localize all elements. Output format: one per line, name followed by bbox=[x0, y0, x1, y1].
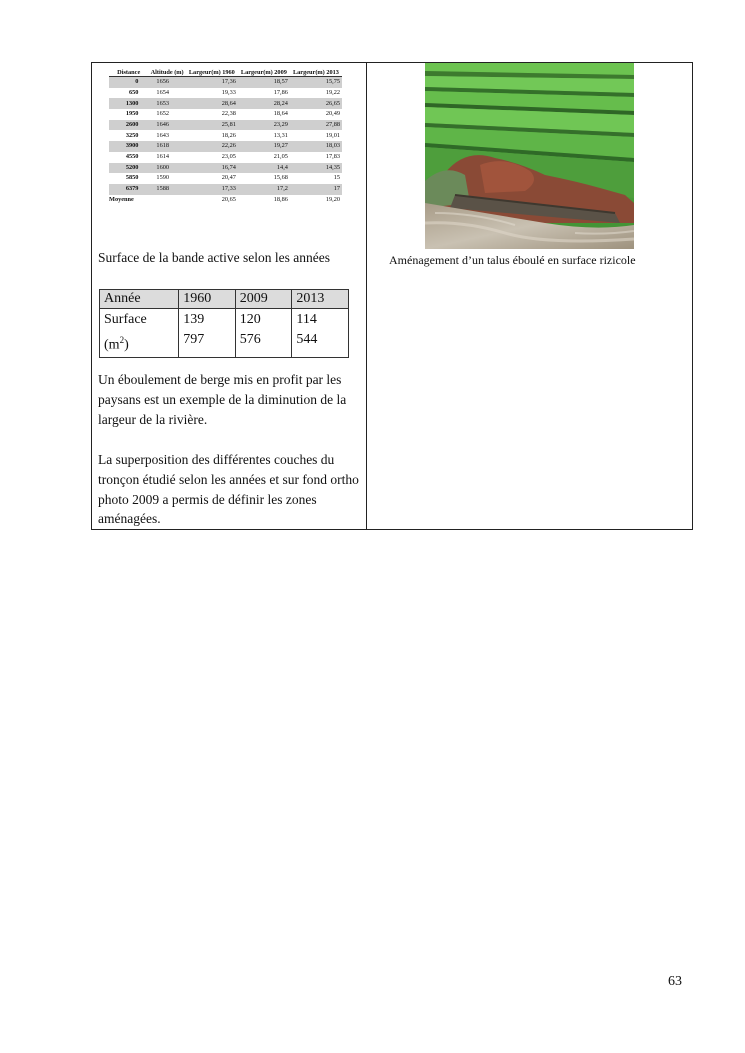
width-table-header bbox=[109, 69, 342, 77]
cell bbox=[148, 195, 185, 206]
cell: 26,65 bbox=[290, 98, 342, 109]
value-part: 544 bbox=[296, 332, 318, 347]
cell: 15 bbox=[333, 174, 340, 182]
cell: 16,74 bbox=[186, 163, 238, 174]
header-1960: 1960 bbox=[179, 290, 236, 309]
cell: 15,75 bbox=[290, 77, 342, 88]
cell: 3250 bbox=[125, 131, 139, 139]
paragraph-collapse-example: Un éboulement de berge mis en profit par les paysans est un exemple de la diminution de la largeur de la rivière. bbox=[98, 372, 347, 427]
header-width-2013: Largeur(m) 2013 bbox=[290, 69, 342, 77]
header-width-2009: Largeur(m) 2009 bbox=[238, 69, 290, 77]
cell: 17,36 bbox=[186, 77, 238, 88]
surface-caption: Surface de la bande active selon les années bbox=[98, 250, 331, 265]
cell: 25,81 bbox=[186, 120, 238, 131]
terraced-rice-field-photo bbox=[425, 63, 634, 249]
cell: 20,49 bbox=[325, 110, 340, 118]
average-row bbox=[109, 195, 342, 206]
cell: 5200 bbox=[109, 163, 148, 174]
surface-row bbox=[100, 309, 349, 358]
cell: 2600 bbox=[109, 120, 148, 131]
cell: 1618 bbox=[148, 141, 185, 152]
table-row bbox=[109, 120, 342, 131]
header-2013: 2013 bbox=[292, 290, 349, 309]
table-row bbox=[109, 130, 342, 141]
table-row bbox=[109, 109, 342, 120]
page-number: 63 bbox=[668, 974, 682, 989]
average-2009: 18,86 bbox=[273, 195, 288, 203]
cell: 6379 bbox=[109, 184, 148, 195]
surface-2013 bbox=[292, 309, 349, 358]
surface-label-unit: (m bbox=[104, 337, 120, 353]
cell: 23,29 bbox=[238, 120, 290, 131]
paragraph-overlay-method: La superposition des différentes couches du tronçon étudié selon les années et sur fond ortho photo 2009 a permis de définir les zones aménagées. bbox=[98, 452, 359, 527]
cell: 18,26 bbox=[221, 131, 236, 139]
cell: 1646 bbox=[148, 120, 185, 131]
header-year: Année bbox=[100, 290, 179, 309]
cell: 0 bbox=[109, 77, 148, 88]
cell: 18,57 bbox=[238, 77, 290, 88]
cell: 1950 bbox=[125, 110, 139, 118]
cell: 18,64 bbox=[273, 110, 288, 118]
surface-label-line1: Surface bbox=[104, 312, 147, 327]
cell: 1643 bbox=[156, 131, 170, 139]
table-row bbox=[109, 77, 342, 88]
cell: 21,05 bbox=[273, 152, 288, 160]
cell: 1654 bbox=[156, 88, 170, 96]
surface-table bbox=[99, 289, 349, 358]
average-2013: 19,20 bbox=[325, 195, 340, 203]
surface-1960 bbox=[179, 309, 236, 358]
surface-2009 bbox=[235, 309, 292, 358]
header-width-1960: Largeur(m) 1960 bbox=[186, 69, 238, 77]
cell: 1652 bbox=[156, 110, 170, 118]
cell: 4550 bbox=[125, 152, 139, 160]
photo-caption: Aménagement d’un talus éboulé en surface rizicole bbox=[389, 253, 636, 267]
header-distance: Distance bbox=[109, 69, 148, 77]
cell: 1614 bbox=[156, 152, 170, 160]
value-part: 576 bbox=[239, 332, 261, 347]
header-2009: 2009 bbox=[235, 290, 292, 309]
cell: 1300 bbox=[109, 98, 148, 109]
cell: 13,31 bbox=[273, 131, 288, 139]
cell: 17,86 bbox=[273, 88, 288, 96]
table-row bbox=[109, 98, 342, 109]
table-row bbox=[109, 152, 342, 163]
cell: 22,26 bbox=[186, 141, 238, 152]
value-part: 114 bbox=[296, 312, 317, 327]
cell: 20,47 bbox=[221, 174, 236, 182]
cell: 1590 bbox=[156, 174, 170, 182]
value-part: 797 bbox=[183, 332, 205, 347]
cell: 28,24 bbox=[238, 98, 290, 109]
cell: 19,01 bbox=[325, 131, 340, 139]
value-part: 139 bbox=[183, 312, 205, 327]
table-row bbox=[109, 141, 342, 152]
cell: 27,88 bbox=[290, 120, 342, 131]
cell: 3900 bbox=[109, 141, 148, 152]
average-label: Moyenne bbox=[109, 195, 134, 203]
surface-label bbox=[100, 309, 179, 358]
table-row bbox=[109, 173, 342, 184]
cell: 1588 bbox=[148, 184, 185, 195]
cell: 5850 bbox=[125, 174, 139, 182]
width-data-table bbox=[109, 69, 342, 205]
cell: 14,4 bbox=[238, 163, 290, 174]
cell: 1653 bbox=[148, 98, 185, 109]
cell: 1600 bbox=[148, 163, 185, 174]
cell: 650 bbox=[128, 88, 139, 96]
cell: 28,64 bbox=[186, 98, 238, 109]
unit-exponent: 2 bbox=[119, 335, 125, 345]
cell: 19,27 bbox=[238, 141, 290, 152]
cell: 22,38 bbox=[221, 110, 236, 118]
header-altitude: Altitude (m) bbox=[148, 69, 185, 77]
cell: 1656 bbox=[148, 77, 185, 88]
surface-table-header bbox=[100, 290, 349, 309]
average-1960: 20,65 bbox=[221, 195, 236, 203]
table-row bbox=[109, 163, 342, 174]
cell: 23,05 bbox=[221, 152, 236, 160]
cell: 17,2 bbox=[238, 184, 290, 195]
cell: 19,33 bbox=[221, 88, 236, 96]
cell: 14,35 bbox=[290, 163, 342, 174]
cell: 17,33 bbox=[186, 184, 238, 195]
value-part: 120 bbox=[239, 312, 261, 327]
cell: 19,22 bbox=[325, 88, 340, 96]
table-row bbox=[109, 88, 342, 99]
column-divider bbox=[366, 62, 367, 530]
table-row bbox=[109, 184, 342, 195]
cell: 15,68 bbox=[273, 174, 288, 182]
cell: 17 bbox=[290, 184, 342, 195]
surface-label-close: ) bbox=[124, 337, 129, 353]
cell: 17,83 bbox=[325, 152, 340, 160]
cell: 18,03 bbox=[290, 141, 342, 152]
